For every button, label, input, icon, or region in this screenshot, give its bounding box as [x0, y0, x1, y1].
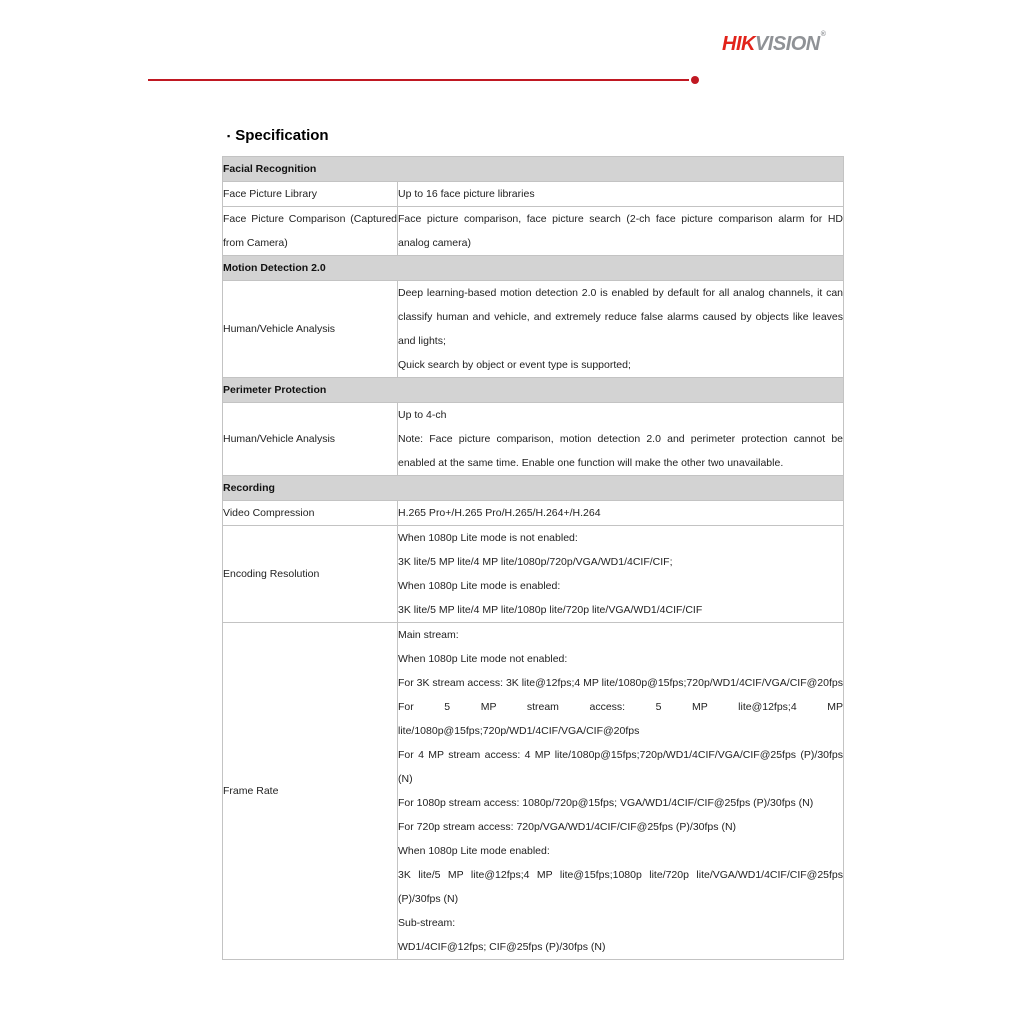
spec-value — [398, 403, 844, 476]
section-title: Facial Recognition — [223, 157, 844, 182]
spec-value-line: Deep learning-based motion detection 2.0 is enabled by default for all analog channels, it can classify human and vehicle, and extremely reduce false alarms caused by objects like leaves and lights; — [398, 287, 844, 347]
spec-label: Human/Vehicle Analysis — [223, 403, 398, 476]
spec-value-line: Main stream: — [398, 629, 459, 641]
square-bullet-icon: ▪ — [227, 130, 231, 141]
specification-table — [222, 156, 844, 960]
spec-value — [398, 501, 844, 526]
spec-value-line: 3K lite/5 MP lite/4 MP lite/1080p lite/720p lite/VGA/WD1/4CIF/CIF — [398, 604, 703, 616]
spec-value — [398, 526, 844, 623]
spec-value-line: WD1/4CIF@12fps; CIF@25fps (P)/30fps (N) — [398, 941, 606, 953]
spec-value-line: 3K lite/5 MP lite/4 MP lite/1080p/720p/VGA/WD1/4CIF/CIF; — [398, 556, 673, 568]
spec-value-line: For 4 MP stream access: 4 MP lite/1080p@15fps;720p/WD1/4CIF/VGA/CIF@25fps (P)/30fps (N) — [398, 749, 844, 785]
table-row — [223, 403, 844, 476]
table-row — [223, 182, 844, 207]
spec-value-line: Note: Face picture comparison, motion detection 2.0 and perimeter protection cannot be enabled at the same time. Enable one function will make the other two unavailable. — [398, 433, 844, 469]
spec-value-line: When 1080p Lite mode not enabled: — [398, 653, 568, 665]
header-divider-line — [148, 79, 689, 81]
section-header-row — [223, 378, 844, 403]
spec-label: Encoding Resolution — [223, 526, 398, 623]
spec-label: Frame Rate — [223, 623, 398, 960]
header-divider-dot-icon — [691, 76, 699, 84]
spec-label: Face Picture Library — [223, 182, 398, 207]
section-title: Perimeter Protection — [223, 378, 844, 403]
section-header-row — [223, 157, 844, 182]
spec-value-line: H.265 Pro+/H.265 Pro/H.265/H.264+/H.264 — [398, 507, 601, 519]
page-title-text: Specification — [235, 127, 329, 144]
spec-value — [398, 207, 844, 256]
spec-value-line: For 3K stream access: 3K lite@12fps;4 MP lite/1080p@15fps;720p/WD1/4CIF/VGA/CIF@20fps — [398, 677, 843, 689]
table-row — [223, 526, 844, 623]
spec-value-line: When 1080p Lite mode is not enabled: — [398, 532, 578, 544]
spec-value-line: For 5 MP stream access: 5 MP lite@12fps;4 MP lite/1080p@15fps;720p/WD1/4CIF/VGA/CIF@20fps — [398, 701, 844, 737]
spec-value-line: Quick search by object or event type is supported; — [398, 359, 631, 371]
section-header-row — [223, 256, 844, 281]
section-title: Motion Detection 2.0 — [223, 256, 844, 281]
logo-hik-text: HIK — [722, 33, 755, 55]
spec-value-line: 3K lite/5 MP lite@12fps;4 MP lite@15fps;1080p lite/720p lite/VGA/WD1/4CIF/CIF@25fps (P)/30fps (N) — [398, 869, 844, 905]
spec-label: Human/Vehicle Analysis — [223, 281, 398, 378]
logo-vision-text: VISION — [754, 33, 820, 55]
spec-value-line: When 1080p Lite mode is enabled: — [398, 580, 561, 592]
table-row — [223, 281, 844, 378]
spec-value-line: When 1080p Lite mode enabled: — [398, 845, 550, 857]
spec-label: Face Picture Comparison (Captured from Camera) — [223, 207, 398, 256]
section-header-row — [223, 476, 844, 501]
spec-value-line: Sub-stream: — [398, 917, 456, 929]
page-title — [227, 127, 329, 144]
spec-label: Video Compression — [223, 501, 398, 526]
registered-trademark-icon: ® — [820, 31, 826, 38]
spec-value-line: For 720p stream access: 720p/VGA/WD1/4CIF/CIF@25fps (P)/30fps (N) — [398, 821, 737, 833]
spec-value-line: Up to 4-ch — [398, 409, 447, 421]
table-row — [223, 207, 844, 256]
table-row — [223, 501, 844, 526]
section-title: Recording — [223, 476, 844, 501]
spec-value-line: Up to 16 face picture libraries — [398, 188, 535, 200]
spec-value — [398, 623, 844, 960]
hikvision-logo — [722, 31, 825, 56]
spec-value — [398, 182, 844, 207]
spec-value-line: For 1080p stream access: 1080p/720p@15fps; VGA/WD1/4CIF/CIF@25fps (P)/30fps (N) — [398, 797, 814, 809]
table-row — [223, 623, 844, 960]
spec-value-line: Face picture comparison, face picture search (2-ch face picture comparison alarm for HD analog camera) — [398, 213, 844, 249]
spec-value — [398, 281, 844, 378]
